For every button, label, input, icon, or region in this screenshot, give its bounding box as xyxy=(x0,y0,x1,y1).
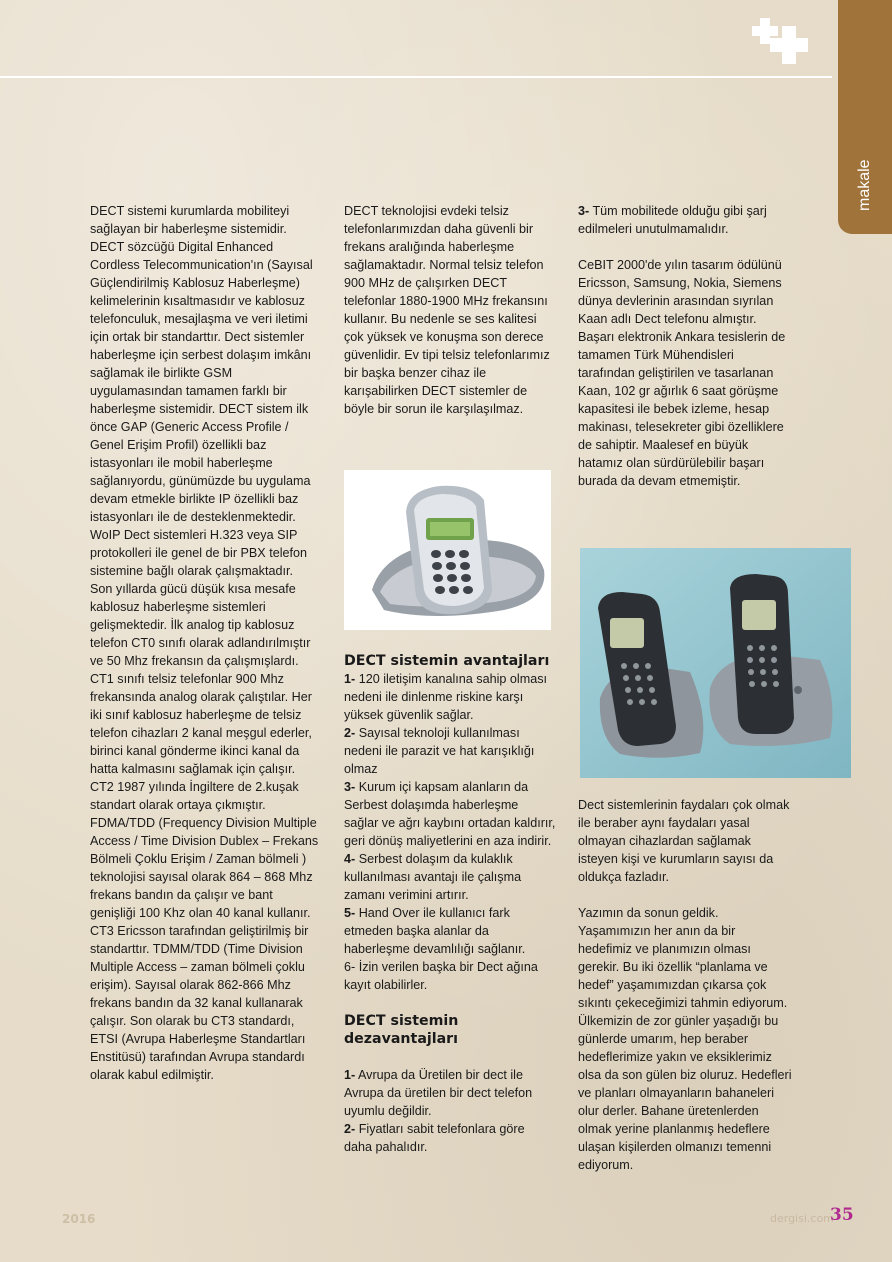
text-column-1 xyxy=(90,202,320,1084)
list-item: 2- Fiyatları sabit telefonlara göre daha pahalıdır. xyxy=(344,1122,525,1154)
paragraph: DECT sistemi kurumlarda mobiliteyi sağlayan bir haberleşme sistemidir. DECT sözcüğü Digital Enhanced Cordless Telecommunication'ın (Sayısal Güçlendirilmiş Kablosuz Haberleşme) kelimelerinin kısaltmasıdır ve kablosuz telefonculuk, mesajlaşma ve veri iletimi için ortak bir standarttır. Dect sistemler haberleşme için serbest dolaşım imkânı sağlamak ile birlikte GSM uygulamasından tamamen farklı bir haberleşme sistemidir. DECT sistem ilk önce GAP (Generic Access Profile / Genel Erişim Profil) özellikli baz istasyonları ile mobil haberleşme sağlanıyordu, günümüzde bu uygulama devam etmekle birlikte IP özellikli baz istasyonları ile de desteklenmektedir. WoIP Dect sistemleri H.323 veya SIP protokolleri ile genel de bir PBX telefon sistemine bağlı olarak çalışmaktadır. xyxy=(90,204,313,578)
list-item: 5- Hand Over ile kullanıcı fark etmeden başka alanlar da haberleşme devamlılığı sağlanır. xyxy=(344,906,526,956)
paragraph: CeBIT 2000'de yılın tasarım ödülünü Ericsson, Samsung, Nokia, Siemens dünya devlerinin arasından sıyrılan Kaan adlı Dect telefonu almıştır. Başarı elektronik Ankara tesislerin de tamamen Türk Mühendisleri tarafından geliştirilen ve tasarlanan Kaan, 102 gr ağırlık 6 saat görüşme kapasitesi ile bebek izleme, hesap makinası, telesekreter gibi özelliklere de sahiptir. Maalesef en büyük hatamız olan sürdürülebilir başarı burada da devam etmemiştir. xyxy=(578,258,786,488)
text-column-3-lower xyxy=(578,796,792,1174)
dect-phone-photo xyxy=(344,470,551,630)
header-rule xyxy=(0,76,832,78)
list-item: 3- Tüm mobilitede olduğu gibi şarj edilmeleri unutulmamalıdır. xyxy=(578,204,767,236)
list-item: 3- Kurum içi kapsam alanların da Serbest dolaşımda haberleşme sağlar ve ağrı kaybını ortadan kaldırır, geri dönüş maliyetlerini en aza indirir. xyxy=(344,780,556,848)
list-item: 2- Sayısal teknoloji kullanılması nedeni ile parazit ve hat karışıklığı olmaz xyxy=(344,726,535,776)
list-item: 6- İzin verilen başka bir Dect ağına kayıt olabilirler. xyxy=(344,960,538,992)
text-column-3 xyxy=(578,202,792,490)
advantages-section xyxy=(344,652,556,1156)
footer-magazine: dergisi.com xyxy=(770,1212,834,1225)
kaan-phones-photo xyxy=(580,548,851,778)
plus-crosses-icon xyxy=(748,18,814,72)
advantages-heading: DECT sistemin avantajları xyxy=(344,653,550,669)
page-number: 35 xyxy=(830,1205,854,1225)
text-column-2 xyxy=(344,202,556,418)
list-item: 1- Avrupa da Üretilen bir dect ile Avrupa da üretilen bir dect telefon uyumlu değildir. xyxy=(344,1068,533,1118)
paragraph: DECT teknolojisi evdeki telsiz telefonlarımızdan daha güvenli bir frekans aralığında haberleşme sağlamaktadır. Normal telsiz telefon 900 MHz de çalışırken DECT telefonlar 1880-1900 MHz frekansını kullanır. Bu nedenle se ses kalitesi çok yüksek ve konuşma son derece güvenlidir. Ev tipi telsiz telefonlarımız bir başka benzer cihaz ile karışabilirken DECT sistemler de böyle bir sorun ile karşılaşılmaz. xyxy=(344,204,550,416)
paragraph: Son yıllarda gücü düşük kısa mesafe kablosuz haberleşme sistemleri gelişmektedir. İlk analog tip kablosuz telefon CT0 sınıfı olarak adlandırılmıştır ve 50 Mhz frekansın da çalışmışlardı. CT1 sınıfı telsiz telefonlar 900 Mhz frekansında analog olarak çalıştılar. Her iki sınıf kablosuz haberleşme de telsiz telefon cihazları 2 kanal meşgul ederler, birinci kanal gönderme ikinci kanal da hatta kalmasını sağlamak için çalışır. CT2 1987 yılında İngiltere de 2.kuşak standart olarak ortaya çıkmıştır. FDMA/TDD (Frequency Division Multiple Access / Time Division Dublex – Frekans Bölmeli Çoklu Erişim / Zaman bölmeli ) teknolojisi sayısal olarak 864 – 868 Mhz frekans bandın da çalışır ve bant genişliği 100 Khz olan 40 kanal kullanır. CT3 Ericsson tarafından geliştirilmiş bir standarttır. TDMM/TDD (Time Division Multiple Access – zaman bölmeli çoklu erişim). Sayısal olarak 862-866 Mhz frekans bandın da 32 kanal kullanarak çalışır. Son olarak bu CT3 standardı, ETSI (Avrupa Haberleşme Standartları Enstitüsü) tarafından Avrupa standardı olarak kabul edilmiştir. xyxy=(90,582,319,1082)
footer-year: 2016 xyxy=(62,1212,96,1226)
paragraph: Dect sistemlerinin faydaları çok olmak ile beraber aynı faydaları yasal olmayan cihazlardan sağlamak isteyen kişi ve kurumların sayısı da oldukça fazladır. xyxy=(578,798,790,884)
list-item: 4- Serbest dolaşım da kulaklık kullanılması avantajı ile çalışma zamanı verimini artırır. xyxy=(344,852,522,902)
list-item: 1- 120 iletişim kanalına sahip olması nedeni ile dinlenme riskine karşı yüksek güvenlik sağlar. xyxy=(344,672,548,722)
section-tab-label: makale xyxy=(856,159,873,211)
disadvantages-heading: DECT sistemin dezavantajları xyxy=(344,1013,459,1047)
paragraph: Yazımın da sonun geldik. Yaşamımızın her anın da bir hedefimiz ve planımızın olması gerekir. Bu iki özellik “planlama ve hedef” yaşamımızdan çıkarsa çok sıkıntı çekeceğimizi tahmin ediyorum. Ülkemizin de zor günler yaşadığı bu günlerde umarım, hep beraber hedeflerimize yakın ve eksiklerimiz olsa da son gülen biz oluruz. Hedefleri ve planları olmayanların bahaneleri olur derler. Bahane üretenlerden olmak yerine planlanmış hedeflere ulaşan kişilerden olmanızı temenni ediyorum. xyxy=(578,906,792,1172)
